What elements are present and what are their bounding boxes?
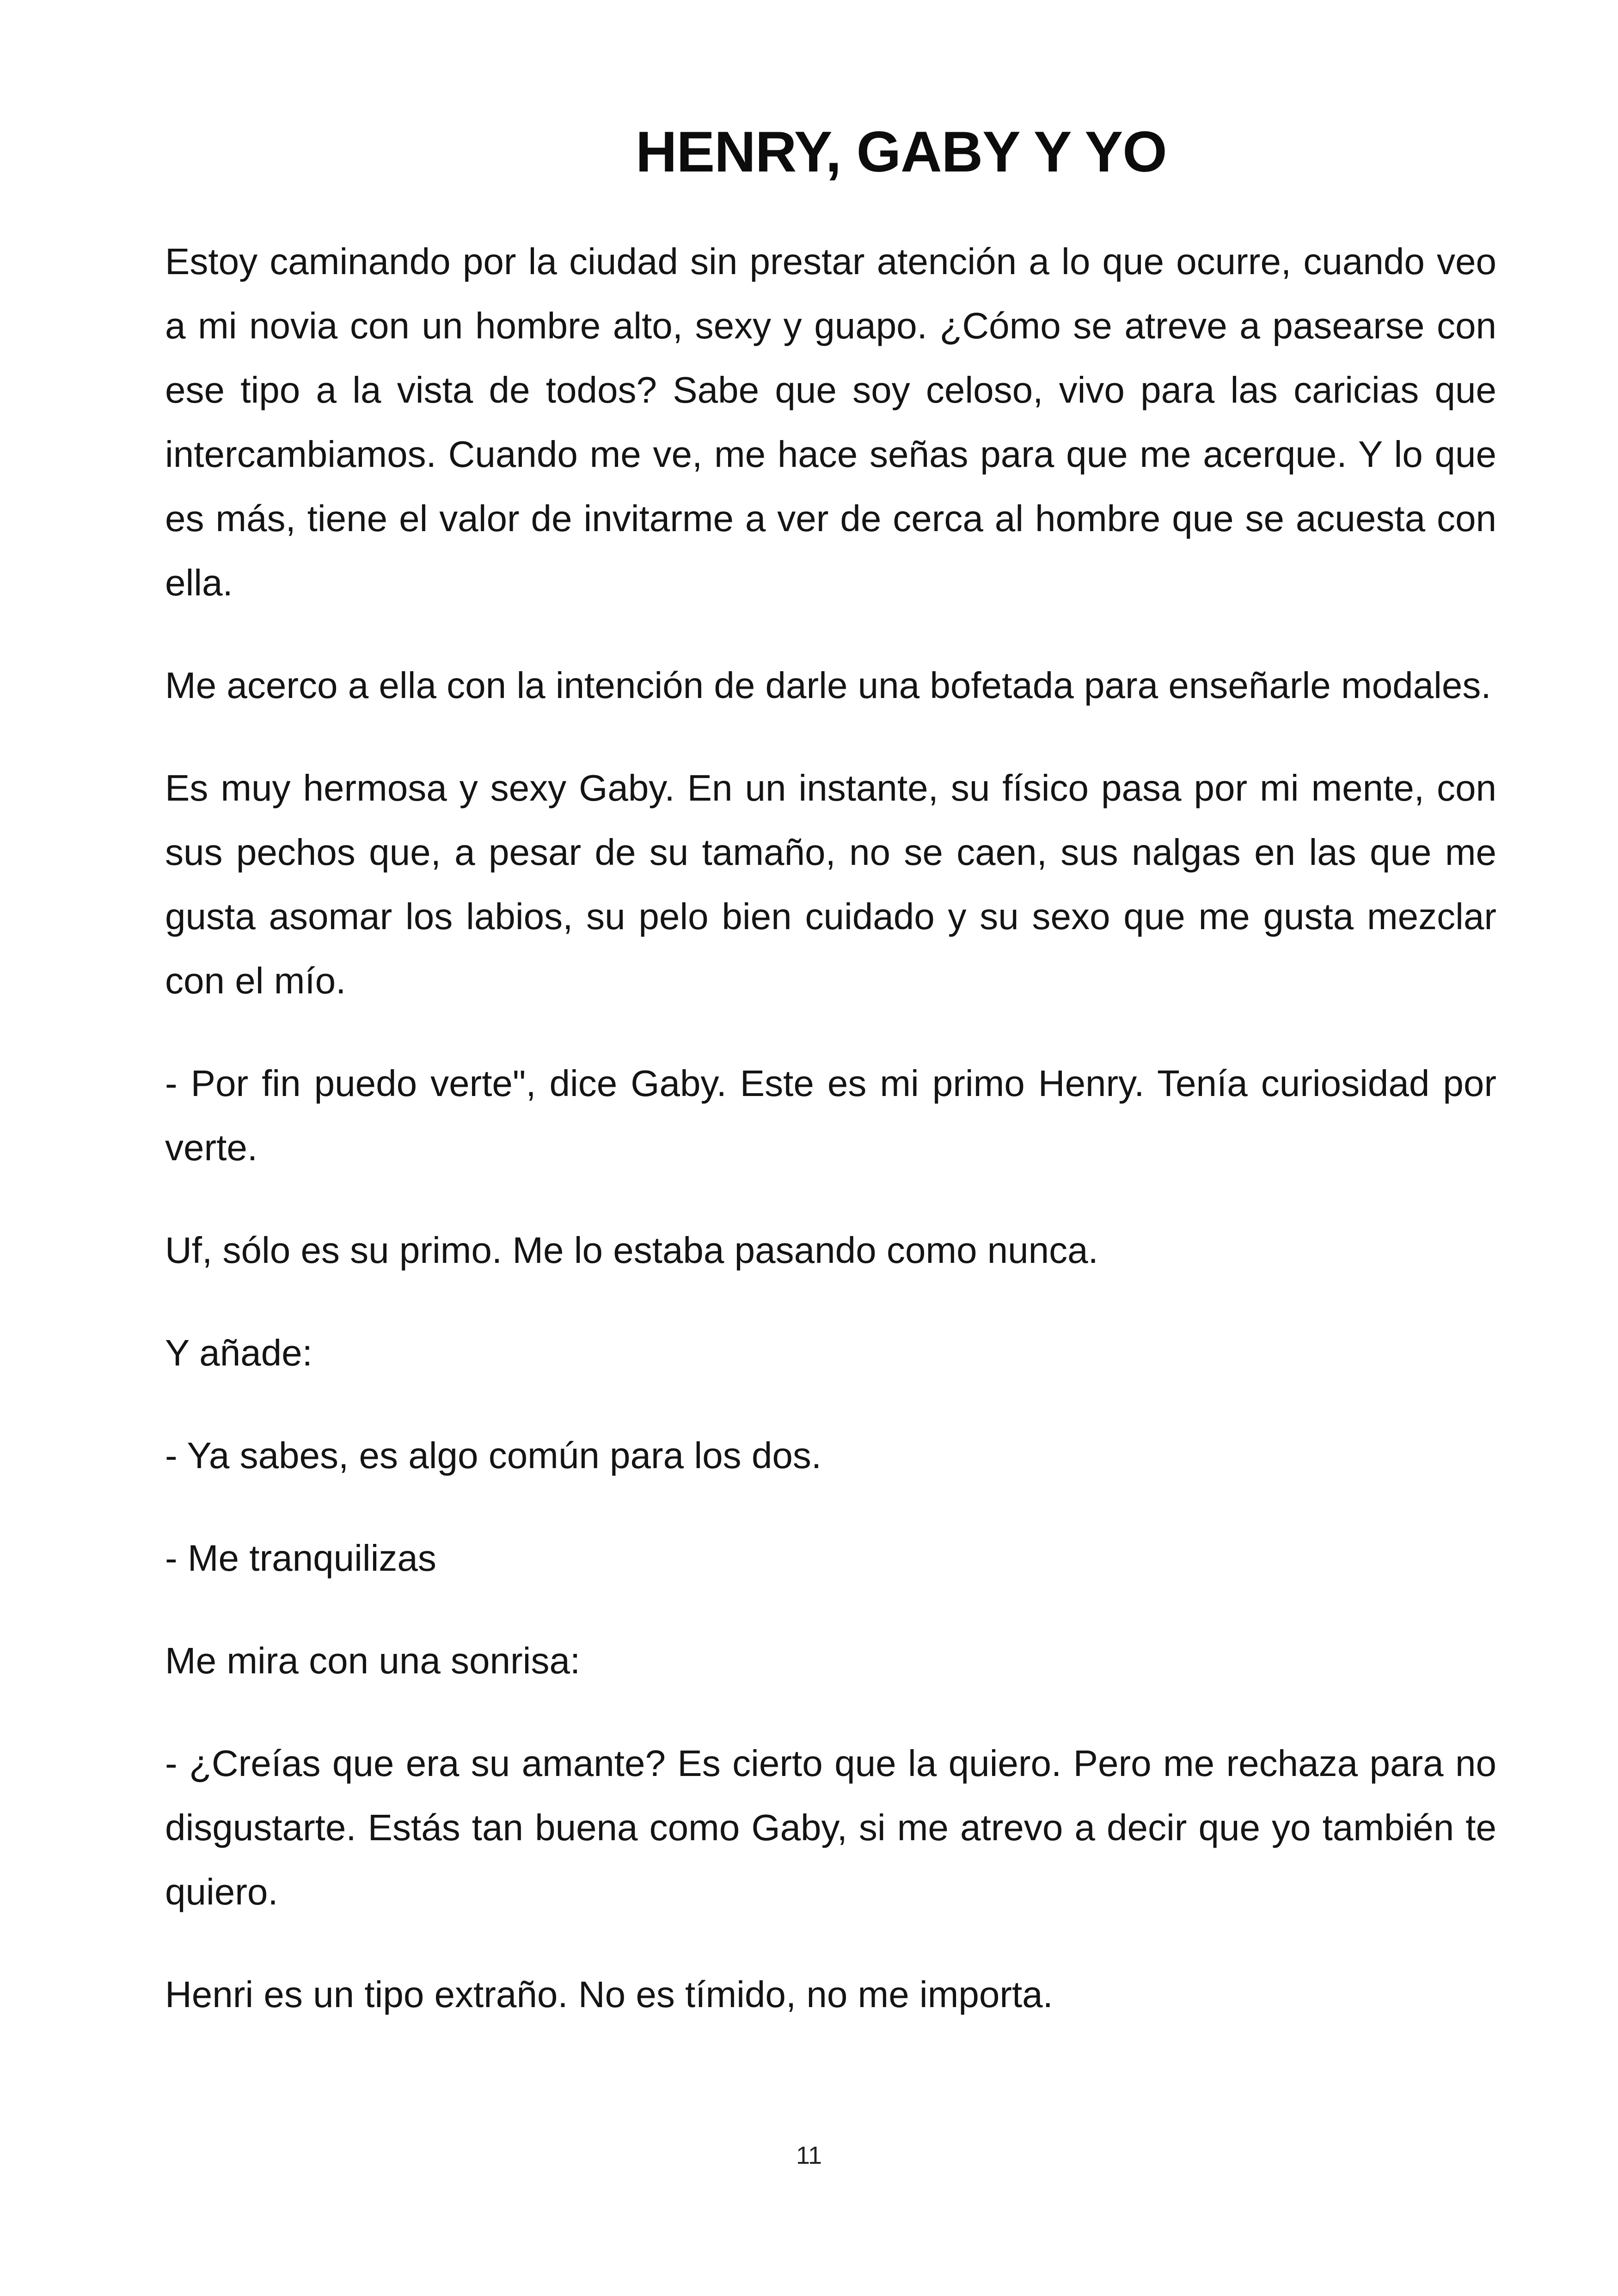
paragraph: - ¿Creías que era su amante? Es cierto que la quiero. Pero me rechaza para no disgustarte. Estás tan buena como Gaby, si me atrevo a decir que yo también te quiero.: [165, 1743, 1496, 1912]
page-number: 11: [796, 2142, 822, 2169]
paragraph: Uf, sólo es su primo. Me lo estaba pasando como nunca.: [165, 1230, 1098, 1271]
paragraph: - Ya sabes, es algo común para los dos.: [165, 1435, 822, 1476]
paragraph: - Me tranquilizas: [165, 1537, 436, 1579]
paragraph: Estoy caminando por la ciudad sin prestar atención a lo que ocurre, cuando veo a mi novia con un hombre alto, sexy y guapo. ¿Cómo se atreve a pasearse con ese tipo a la vista de todos? Sabe que soy celoso, vivo para las caricias que intercambiamos. Cuando me ve, me hace señas para que me acerque. Y lo que es más, tiene el valor de invitarme a ver de cerca al hombre que se acuesta con ella.: [165, 241, 1496, 603]
paragraph: Y añade:: [165, 1332, 313, 1373]
paragraph: Henri es un tipo extraño. No es tímido, no me importa.: [165, 1974, 1053, 2015]
paragraph: Me mira con una sonrisa:: [165, 1640, 581, 1681]
paragraph: - Por fin puedo verte", dice Gaby. Este es mi primo Henry. Tenía curiosidad por verte.: [165, 1063, 1496, 1168]
paragraph: Me acerco a ella con la intención de darle una bofetada para enseñarle modales.: [165, 665, 1491, 706]
body-text: [165, 229, 1496, 2065]
page-title: HENRY, GABY Y YO: [636, 120, 1167, 184]
paragraph: Es muy hermosa y sexy Gaby. En un instante, su físico pasa por mi mente, con sus pechos que, a pesar de su tamaño, no se caen, sus nalgas en las que me gusta asomar los labios, su pelo bien cuidado y su sexo que me gusta mezclar con el mío.: [165, 767, 1496, 1001]
